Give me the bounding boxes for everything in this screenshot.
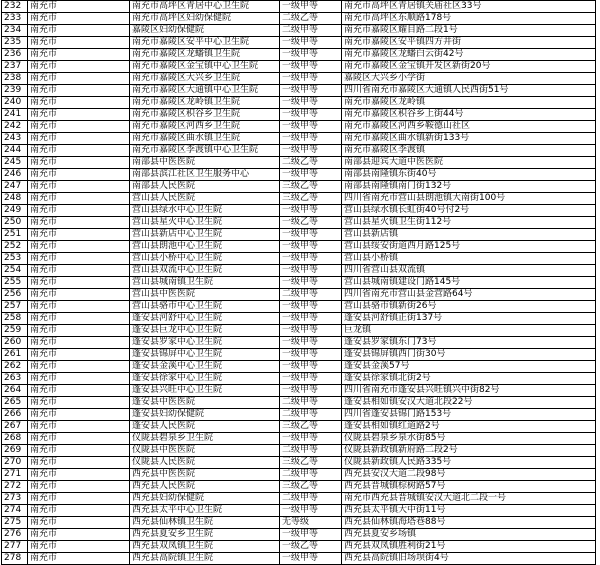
address-cell: 四川省南充市营山县金营路64号	[342, 289, 596, 301]
address-cell: 蓬安县河舒镇正街137号	[342, 313, 596, 325]
table-row	[2, 73, 596, 85]
address-cell: 西充县仙林镇海塔巷88号	[342, 517, 596, 529]
city-cell: 南充市	[28, 241, 130, 253]
table-row	[2, 241, 596, 253]
address-cell: 南充市西充县晋城镇安汉大道北二段一号	[342, 493, 596, 505]
address-cell: 西充县太平镇大中街11号	[342, 505, 596, 517]
table-row	[2, 121, 596, 133]
city-cell: 南充市	[28, 433, 130, 445]
city-cell: 南充市	[28, 181, 130, 193]
hospital-name-cell: 蓬安县金溪中心卫生院	[130, 361, 280, 373]
grade-cell: 一级甲等	[280, 325, 342, 337]
address-cell: 南充市嘉陵区龙蟠白云街42号	[342, 49, 596, 61]
table-row	[2, 109, 596, 121]
city-cell: 南充市	[28, 133, 130, 145]
hospital-name-cell: 南部县人民医院	[130, 181, 280, 193]
row-number: 259	[2, 325, 28, 337]
hospital-name-cell: 蓬安县河舒中心卫生院	[130, 313, 280, 325]
hospital-name-cell: 南充市嘉陵区金宝镇中心卫生院	[130, 61, 280, 73]
hospital-name-cell: 南充市高坪区妇幼保健院	[130, 13, 280, 25]
grade-cell: 二级甲等	[280, 445, 342, 457]
table-row	[2, 421, 596, 433]
row-number: 262	[2, 361, 28, 373]
hospital-name-cell: 南充市嘉陵区积谷乡卫生院	[130, 109, 280, 121]
address-cell: 营山县城南镇建设门路145号	[342, 277, 596, 289]
hospital-name-cell: 南部县中医医院	[130, 157, 280, 169]
grade-cell: 一级甲等	[280, 553, 342, 565]
row-number: 264	[2, 385, 28, 397]
table-row	[2, 37, 596, 49]
city-cell: 南充市	[28, 397, 130, 409]
hospital-name-cell: 南充市嘉陵区河西乡卫生院	[130, 121, 280, 133]
hospital-name-cell: 蓬安县徐家中心卫生院	[130, 373, 280, 385]
grade-cell: 一级甲等	[280, 85, 342, 97]
address-cell: 蓬安县锦屏镇西门街30号	[342, 349, 596, 361]
address-cell: 营山县新店镇	[342, 229, 596, 241]
city-cell: 南充市	[28, 253, 130, 265]
row-number: 242	[2, 121, 28, 133]
city-cell: 南充市	[28, 145, 130, 157]
grade-cell: 无等级	[280, 517, 342, 529]
grade-cell: 三级乙等	[280, 457, 342, 469]
row-number: 236	[2, 49, 28, 61]
address-cell: 营山县骆市镇新街26号	[342, 301, 596, 313]
address-cell: 西充县高院镇旧场坝街4号	[342, 553, 596, 565]
city-cell: 南充市	[28, 493, 130, 505]
hospital-name-cell: 西充县高院镇卫生院	[130, 553, 280, 565]
grade-cell: 三级乙等	[280, 421, 342, 433]
city-cell: 南充市	[28, 49, 130, 61]
grade-cell: 一级甲等	[280, 229, 342, 241]
grade-cell: 二级甲等	[280, 469, 342, 481]
grade-cell: 一级甲等	[280, 373, 342, 385]
grade-cell: 一级甲等	[280, 97, 342, 109]
grade-cell: 一级甲等	[280, 265, 342, 277]
table-row	[2, 61, 596, 73]
address-cell: 南部县南隆镇东街40号	[342, 169, 596, 181]
city-cell: 南充市	[28, 541, 130, 553]
grade-cell: 三级乙等	[280, 193, 342, 205]
city-cell: 南充市	[28, 373, 130, 385]
hospital-name-cell: 仪陇县人民医院	[130, 457, 280, 469]
grade-cell: 一级甲等	[280, 361, 342, 373]
address-cell: 南充市嘉陵区耀目路二段1号	[342, 25, 596, 37]
address-cell: 南充市高坪区青居镇关庙社区33号	[342, 1, 596, 13]
city-cell: 南充市	[28, 169, 130, 181]
address-cell: 四川省南充市营山县朗池镇大南街100号	[342, 193, 596, 205]
hospital-name-cell: 西充县双凤镇卫生院	[130, 541, 280, 553]
table-row	[2, 277, 596, 289]
hospital-name-cell: 南充市嘉陵区安平中心卫生院	[130, 37, 280, 49]
table-row	[2, 541, 596, 553]
row-number: 237	[2, 61, 28, 73]
table-row	[2, 205, 596, 217]
address-cell: 四川省南充市嘉陵区大通镇人民西街51号	[342, 85, 596, 97]
grade-cell: 一级甲等	[280, 241, 342, 253]
row-number: 234	[2, 25, 28, 37]
table-row	[2, 193, 596, 205]
city-cell: 南充市	[28, 1, 130, 13]
city-cell: 南充市	[28, 277, 130, 289]
table-row	[2, 397, 596, 409]
address-cell: 四川省南充市蓬安县兴旺镇兴中街82号	[342, 385, 596, 397]
hospital-name-cell: 蓬安县巨龙中心卫生院	[130, 325, 280, 337]
address-cell: 四川省蓬安县锦门路153号	[342, 409, 596, 421]
grade-cell: 一级甲等	[280, 37, 342, 49]
hospital-name-cell: 蓬安县罗家中心卫生院	[130, 337, 280, 349]
hospital-name-cell: 西充县妇幼保健院	[130, 493, 280, 505]
hospital-name-cell: 营山县朗池中心卫生院	[130, 241, 280, 253]
grade-cell: 二级乙等	[280, 13, 342, 25]
grade-cell: 一级甲等	[280, 49, 342, 61]
grade-cell: 一级甲等	[280, 505, 342, 517]
grade-cell: 一级甲等	[280, 337, 342, 349]
grade-cell: 一级甲等	[280, 145, 342, 157]
grade-cell: 一级甲等	[280, 433, 342, 445]
city-cell: 南充市	[28, 217, 130, 229]
grade-cell: 一级甲等	[280, 313, 342, 325]
city-cell: 南充市	[28, 421, 130, 433]
table-row	[2, 301, 596, 313]
hospital-name-cell: 营山县城南镇卫生院	[130, 277, 280, 289]
address-cell: 南充市嘉陵区金宝镇开发区新街20号	[342, 61, 596, 73]
table-row	[2, 325, 596, 337]
address-cell: 南充市嘉陵区龙岭镇	[342, 97, 596, 109]
table-row	[2, 169, 596, 181]
address-cell: 营山县星火镇卫生街112号	[342, 217, 596, 229]
table-row	[2, 181, 596, 193]
table-row	[2, 517, 596, 529]
hospital-name-cell: 营山县双流中心卫生院	[130, 265, 280, 277]
hospital-name-cell: 西充县太平中心卫生院	[130, 505, 280, 517]
row-number: 265	[2, 397, 28, 409]
grade-cell: 二级乙等	[280, 157, 342, 169]
hospital-name-cell: 营山县新店中心卫生院	[130, 229, 280, 241]
address-cell: 南充市高坪区东顺路178号	[342, 13, 596, 25]
grade-cell: 二级甲等	[280, 493, 342, 505]
hospital-name-cell: 营山县绿水中心卫生院	[130, 205, 280, 217]
table-row	[2, 457, 596, 469]
city-cell: 南充市	[28, 469, 130, 481]
row-number: 257	[2, 301, 28, 313]
hospital-name-cell: 蓬安县妇幼保健院	[130, 409, 280, 421]
table-row	[2, 133, 596, 145]
hospital-name-cell: 南充市嘉陵区龙蟠镇卫生院	[130, 49, 280, 61]
row-number: 251	[2, 229, 28, 241]
address-cell: 蓬安县相如镇安汉大道北段22号	[342, 397, 596, 409]
table-row	[2, 157, 596, 169]
hospital-table	[1, 0, 596, 565]
grade-cell: 一级乙等	[280, 541, 342, 553]
city-cell: 南充市	[28, 85, 130, 97]
table-row	[2, 385, 596, 397]
row-number: 269	[2, 445, 28, 457]
hospital-name-cell: 蓬安县中医医院	[130, 397, 280, 409]
table-row	[2, 505, 596, 517]
address-cell: 仪陇县新政镇新府路二段2号	[342, 445, 596, 457]
row-number: 276	[2, 529, 28, 541]
hospital-name-cell: 南充市嘉陵区曲水镇卫生院	[130, 133, 280, 145]
address-cell: 四川省营山县双流镇	[342, 265, 596, 277]
table-row	[2, 97, 596, 109]
address-cell: 蓬安县罗家镇东门73号	[342, 337, 596, 349]
row-number: 233	[2, 13, 28, 25]
city-cell: 南充市	[28, 205, 130, 217]
table-row	[2, 13, 596, 25]
hospital-name-cell: 营山县中医医院	[130, 289, 280, 301]
city-cell: 南充市	[28, 109, 130, 121]
row-number: 245	[2, 157, 28, 169]
city-cell: 南充市	[28, 349, 130, 361]
grade-cell: 一级甲等	[280, 349, 342, 361]
table-row	[2, 529, 596, 541]
hospital-name-cell: 南充市嘉陵区大兴乡卫生院	[130, 73, 280, 85]
hospital-name-cell: 营山县星火中心卫生院	[130, 217, 280, 229]
row-number: 258	[2, 313, 28, 325]
grade-cell: 三级乙等	[280, 181, 342, 193]
grade-cell: 一级甲等	[280, 253, 342, 265]
address-cell: 蓬安县相如镇红道路2号	[342, 421, 596, 433]
city-cell: 南充市	[28, 301, 130, 313]
city-cell: 南充市	[28, 289, 130, 301]
table-row	[2, 85, 596, 97]
address-cell: 蓬安县金溪57号	[342, 361, 596, 373]
address-cell: 蓬安县徐家镇北街2号	[342, 373, 596, 385]
table-row	[2, 373, 596, 385]
row-number: 275	[2, 517, 28, 529]
city-cell: 南充市	[28, 73, 130, 85]
row-number: 246	[2, 169, 28, 181]
address-cell: 嘉陵区大兴乡小学街	[342, 73, 596, 85]
grade-cell: 二级甲等	[280, 409, 342, 421]
grade-cell: 一级甲等	[280, 133, 342, 145]
row-number: 263	[2, 373, 28, 385]
hospital-name-cell: 营山县小桥中心卫生院	[130, 253, 280, 265]
grade-cell: 二级甲等	[280, 25, 342, 37]
row-number: 278	[2, 553, 28, 565]
row-number: 243	[2, 133, 28, 145]
row-number: 272	[2, 481, 28, 493]
table-row	[2, 553, 596, 565]
row-number: 238	[2, 73, 28, 85]
grade-cell: 一级甲等	[280, 301, 342, 313]
city-cell: 南充市	[28, 265, 130, 277]
row-number: 247	[2, 181, 28, 193]
city-cell: 南充市	[28, 25, 130, 37]
city-cell: 南充市	[28, 61, 130, 73]
city-cell: 南充市	[28, 385, 130, 397]
row-number: 256	[2, 289, 28, 301]
city-cell: 南充市	[28, 361, 130, 373]
city-cell: 南充市	[28, 553, 130, 565]
table-row	[2, 145, 596, 157]
grade-cell: 一级甲等	[280, 529, 342, 541]
hospital-name-cell: 嘉陵区妇幼保健院	[130, 25, 280, 37]
city-cell: 南充市	[28, 121, 130, 133]
grade-cell: 一级甲等	[280, 121, 342, 133]
row-number: 235	[2, 37, 28, 49]
table-row	[2, 313, 596, 325]
hospital-name-cell: 仪陇县中医医院	[130, 445, 280, 457]
city-cell: 南充市	[28, 313, 130, 325]
grade-cell: 一级甲等	[280, 169, 342, 181]
table-row	[2, 493, 596, 505]
row-number: 268	[2, 433, 28, 445]
table-row	[2, 217, 596, 229]
table-row	[2, 253, 596, 265]
table-row	[2, 361, 596, 373]
hospital-name-cell: 南充市高坪区青居中心卫生院	[130, 1, 280, 13]
city-cell: 南充市	[28, 505, 130, 517]
address-cell: 南部县南隆镇南门街132号	[342, 181, 596, 193]
address-cell: 南部县迎宾大道中医医院	[342, 157, 596, 169]
grade-cell: 三级乙等	[280, 481, 342, 493]
address-cell: 西充县夏安乡场镇	[342, 529, 596, 541]
grade-cell: 一级甲等	[280, 205, 342, 217]
row-number: 267	[2, 421, 28, 433]
row-number: 274	[2, 505, 28, 517]
hospital-name-cell: 营山县骆市中心卫生院	[130, 301, 280, 313]
row-number: 252	[2, 241, 28, 253]
grade-cell: 一级甲等	[280, 1, 342, 13]
address-cell: 南充市嘉陵区曲水镇新街133号	[342, 133, 596, 145]
hospital-name-cell: 西充县人民医院	[130, 481, 280, 493]
city-cell: 南充市	[28, 457, 130, 469]
table-row	[2, 49, 596, 61]
city-cell: 南充市	[28, 409, 130, 421]
hospital-table-body	[2, 1, 596, 565]
city-cell: 南充市	[28, 337, 130, 349]
address-cell: 营山县绥安街道西月路125号	[342, 241, 596, 253]
address-cell: 南充市嘉陵区积谷乡上街44号	[342, 109, 596, 121]
city-cell: 南充市	[28, 157, 130, 169]
address-cell: 巨龙镇	[342, 325, 596, 337]
table-row	[2, 25, 596, 37]
city-cell: 南充市	[28, 325, 130, 337]
table-row	[2, 1, 596, 13]
hospital-name-cell: 仪陇县碧泉乡卫生院	[130, 433, 280, 445]
city-cell: 南充市	[28, 517, 130, 529]
grade-cell: 一级乙等	[280, 217, 342, 229]
city-cell: 南充市	[28, 193, 130, 205]
city-cell: 南充市	[28, 445, 130, 457]
city-cell: 南充市	[28, 37, 130, 49]
city-cell: 南充市	[28, 529, 130, 541]
row-number: 239	[2, 85, 28, 97]
table-row	[2, 481, 596, 493]
table-row	[2, 433, 596, 445]
address-cell: 西充县晋城镇棕树路57号	[342, 481, 596, 493]
table-row	[2, 349, 596, 361]
address-cell: 南充市嘉陵区李渡镇	[342, 145, 596, 157]
row-number: 273	[2, 493, 28, 505]
address-cell: 南充市嘉陵区河西乡鞍德山社区	[342, 121, 596, 133]
address-cell: 西充县安汉大道二段98号	[342, 469, 596, 481]
hospital-name-cell: 蓬安县兴旺中心卫生院	[130, 385, 280, 397]
row-number: 271	[2, 469, 28, 481]
grade-cell: 一级甲等	[280, 73, 342, 85]
hospital-name-cell: 南部县滨江社区卫生服务中心	[130, 169, 280, 181]
hospital-name-cell: 南充市嘉陵区龙岭镇卫生院	[130, 97, 280, 109]
row-number: 260	[2, 337, 28, 349]
city-cell: 南充市	[28, 481, 130, 493]
grade-cell: 二级甲等	[280, 289, 342, 301]
row-number: 248	[2, 193, 28, 205]
address-cell: 南充市嘉陵区安平镇四方井街	[342, 37, 596, 49]
city-cell: 南充市	[28, 97, 130, 109]
city-cell: 南充市	[28, 229, 130, 241]
row-number: 240	[2, 97, 28, 109]
hospital-name-cell: 南充市嘉陵区大通镇中心卫生院	[130, 85, 280, 97]
table-row	[2, 289, 596, 301]
table-row	[2, 469, 596, 481]
row-number: 255	[2, 277, 28, 289]
hospital-name-cell: 南充市嘉陵区李渡镇中心卫生院	[130, 145, 280, 157]
row-number: 250	[2, 217, 28, 229]
grade-cell: 一级甲等	[280, 385, 342, 397]
table-row	[2, 445, 596, 457]
hospital-name-cell: 西充县夏安乡卫生院	[130, 529, 280, 541]
grade-cell: 一级甲等	[280, 277, 342, 289]
hospital-name-cell: 营山县人民医院	[130, 193, 280, 205]
address-cell: 营山县绿水镇长虹街40号付2号	[342, 205, 596, 217]
row-number: 241	[2, 109, 28, 121]
grade-cell: 一级甲等	[280, 109, 342, 121]
row-number: 270	[2, 457, 28, 469]
hospital-name-cell: 西充县仙林镇卫生院	[130, 517, 280, 529]
hospital-name-cell: 蓬安县人民医院	[130, 421, 280, 433]
address-cell: 仪陇县新政镇人民路335号	[342, 457, 596, 469]
grade-cell: 二级甲等	[280, 397, 342, 409]
table-row	[2, 265, 596, 277]
hospital-name-cell: 西充县中医医院	[130, 469, 280, 481]
address-cell: 仪陇县碧泉乡泉水街85号	[342, 433, 596, 445]
table-row	[2, 229, 596, 241]
row-number: 266	[2, 409, 28, 421]
row-number: 261	[2, 349, 28, 361]
table-row	[2, 409, 596, 421]
address-cell: 营山县小桥镇	[342, 253, 596, 265]
table-row	[2, 337, 596, 349]
row-number: 254	[2, 265, 28, 277]
row-number: 253	[2, 253, 28, 265]
row-number: 249	[2, 205, 28, 217]
row-number: 277	[2, 541, 28, 553]
grade-cell: 一级甲等	[280, 61, 342, 73]
hospital-name-cell: 蓬安县锦屏中心卫生院	[130, 349, 280, 361]
row-number: 244	[2, 145, 28, 157]
city-cell: 南充市	[28, 13, 130, 25]
row-number: 232	[2, 1, 28, 13]
address-cell: 西充县双凤镇胜利街21号	[342, 541, 596, 553]
